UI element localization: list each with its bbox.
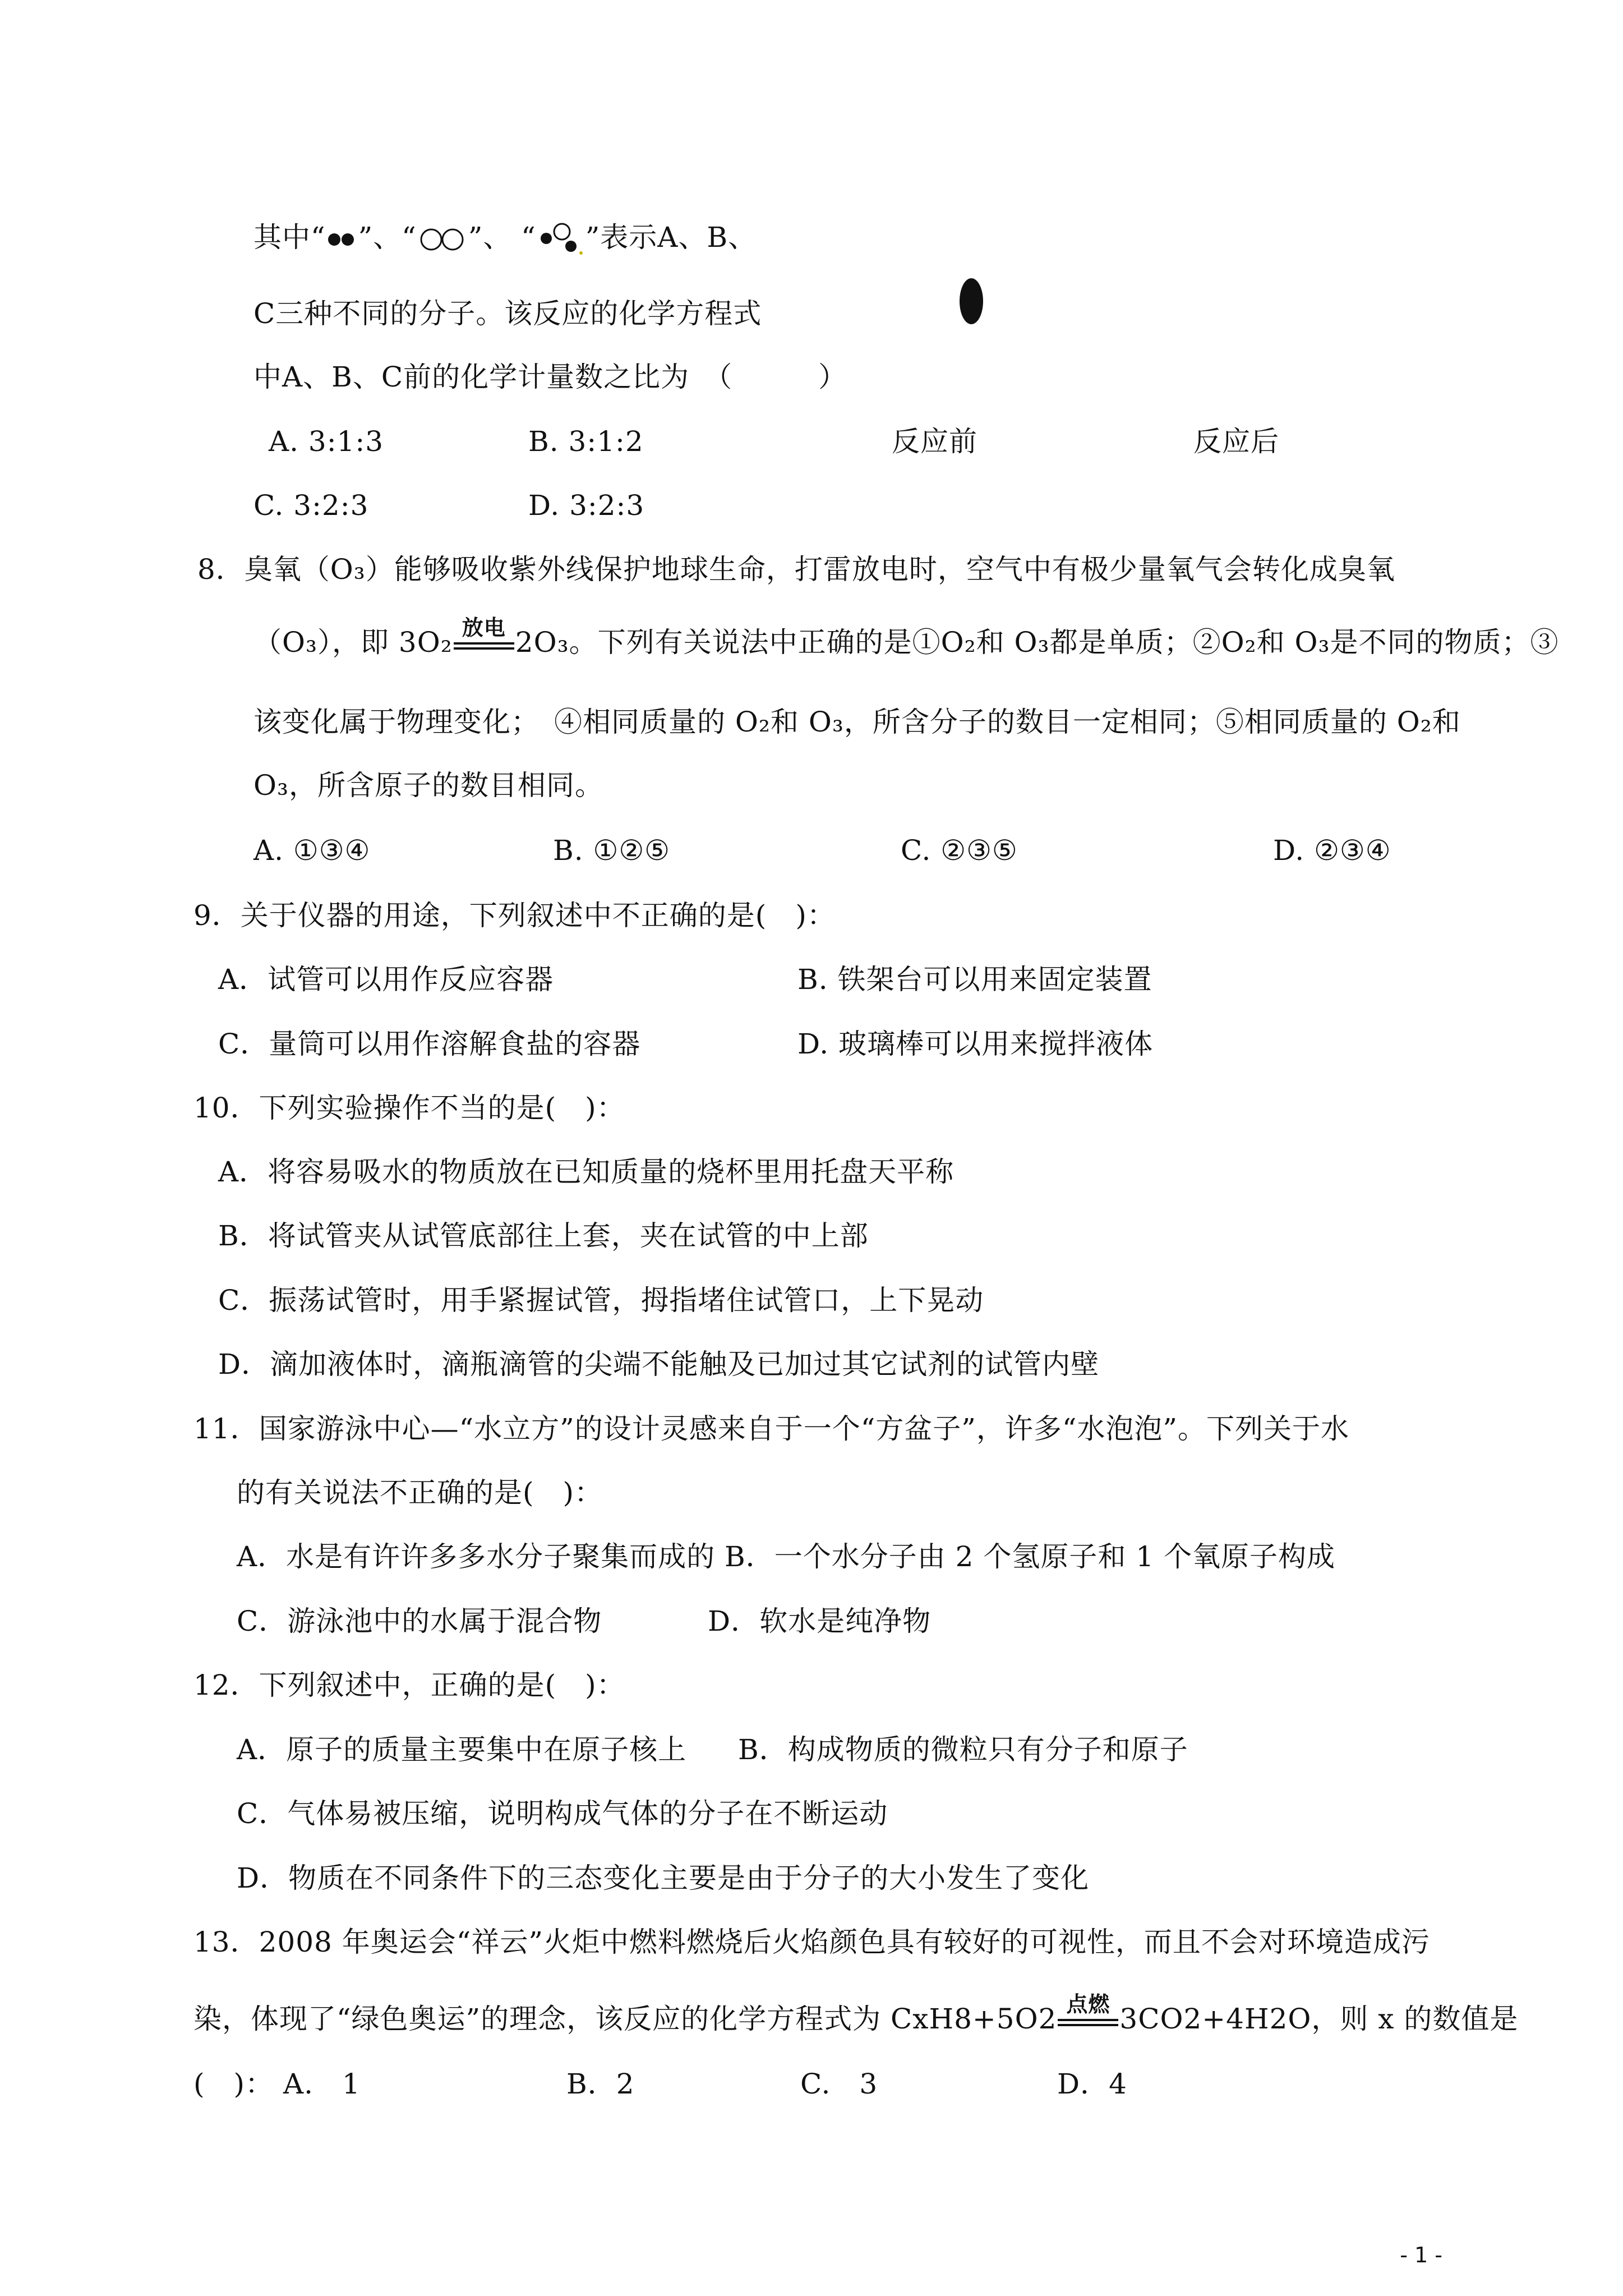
- q13-answer-blank: ( )：: [193, 2068, 274, 2100]
- q8-equation-left: （O₃），即 3O₂: [253, 626, 453, 659]
- q8-option-c: C. ②③⑤: [901, 834, 1018, 867]
- page-number: - 1 -: [1400, 2243, 1442, 2267]
- molecule-diagram-icon: [958, 277, 985, 325]
- q8-equation-right: 2O₃。下列有关说法中正确的是①O₂和 O₃都是单质；②O₂和 O₃是不同的物质；③: [515, 626, 1559, 659]
- q12-option-c: C．气体易被压缩，说明构成气体的分子在不断运动: [237, 1797, 888, 1830]
- q9-option-b: B. 铁架台可以用来固定装置: [797, 963, 1152, 996]
- q12-option-a: A．原子的质量主要集中在原子核上: [237, 1733, 687, 1766]
- q7-label-before: 反应前: [892, 425, 978, 458]
- q7-line-2: C三种不同的分子。该反应的化学方程式: [253, 297, 762, 330]
- q7-line1-suffix: ”表示A、B、: [585, 221, 757, 254]
- q8-option-b: B. ①②⑤: [553, 834, 671, 867]
- q7-line1-prefix: 其中“: [253, 221, 326, 254]
- q7-option-b: B. 3:1:2: [528, 425, 644, 458]
- reaction-condition: 点燃: [1066, 1992, 1110, 2017]
- q8-line-1: 8．臭氧（O₃）能够吸收紫外线保护地球生命，打雷放电时，空气中有极少量氧气会转化成臭氧: [197, 553, 1395, 586]
- molecule-c-icon: [536, 223, 585, 256]
- q7-line-1: [253, 219, 757, 256]
- q7-option-c: C. 3:2:3: [253, 489, 369, 522]
- q11-option-d: D．软水是纯净物: [708, 1605, 932, 1637]
- q8-line-3: 该变化属于物理变化； ④相同质量的 O₂和 O₃，所含分子的数目一定相同；⑤相同质量的 O₂和: [253, 706, 1461, 738]
- q10-option-c: C．振荡试管时，用手紧握试管，拇指堵住试管口，上下晃动: [218, 1284, 984, 1317]
- q13-line-1: 13．2008 年奥运会“祥云”火炬中燃料燃烧后火焰颜色具有较好的可视性，而且不会对环境造成污: [193, 1926, 1430, 1958]
- q10-option-a: A．将容易吸水的物质放在已知质量的烧杯里用托盘天平称: [218, 1156, 955, 1188]
- q7-label-after: 反应后: [1193, 425, 1279, 458]
- q13-option-d: D．4: [1057, 2068, 1127, 2100]
- q13-option-a: A. 1: [283, 2068, 361, 2100]
- q9-stem: 9．关于仪器的用途，下列叙述中不正确的是( )：: [193, 899, 836, 932]
- reaction-arrow: [1057, 1992, 1119, 2037]
- q8-option-a: A. ①③④: [253, 834, 371, 867]
- q11-stem-2: 的有关说法不正确的是( )：: [237, 1476, 603, 1509]
- q13-line-2: [193, 1992, 1519, 2037]
- q9-option-a: A．试管可以用作反应容器: [218, 963, 554, 996]
- q13-equation-left: 染，体现了“绿色奥运”的理念，该反应的化学方程式为 CxH8+5O2: [193, 2003, 1057, 2035]
- q7-sep2: ”、 “: [468, 221, 536, 254]
- q10-option-d: D．滴加液体时，滴瓶滴管的尖端不能触及已加过其它试剂的试管内壁: [218, 1348, 1100, 1381]
- q11-stem-1: 11．国家游泳中心—“水立方”的设计灵感来自于一个“方盆子”，许多“水泡泡”。下列关于水: [193, 1412, 1349, 1445]
- reaction-condition: 放电: [462, 615, 506, 640]
- q7-option-a: A. 3:1:3: [269, 425, 384, 458]
- q8-line-4: O₃，所含原子的数目相同。: [253, 769, 604, 802]
- q12-stem: 12．下列叙述中，正确的是( )：: [193, 1669, 625, 1701]
- q7-line-3: 中A、B、C前的化学计量数之比为 （ ）: [253, 361, 847, 393]
- q9-option-d: D. 玻璃棒可以用来搅拌液体: [797, 1028, 1154, 1060]
- q8-option-d: D. ②③④: [1273, 834, 1391, 867]
- q10-stem: 10．下列实验操作不当的是( )：: [193, 1092, 625, 1124]
- q12-option-b: B．构成物质的微粒只有分子和原子: [738, 1733, 1188, 1766]
- q11-options-ab: A．水是有许许多多水分子聚集而成的 B．一个水分子由 2 个氢原子和 1 个氧原子构成: [237, 1540, 1335, 1573]
- q12-option-d: D．物质在不同条件下的三态变化主要是由于分子的大小发生了变化: [237, 1862, 1090, 1894]
- reaction-arrow: [453, 615, 515, 660]
- q7-option-d: D. 3:2:3: [528, 489, 645, 522]
- q9-option-c: C．量筒可以用作溶解食盐的容器: [218, 1028, 641, 1060]
- q10-option-b: B．将试管夹从试管底部往上套，夹在试管的中上部: [218, 1220, 869, 1252]
- q7-sep1: ”、“: [358, 221, 417, 254]
- molecule-a-icon: [326, 231, 358, 248]
- q11-option-c: C．游泳池中的水属于混合物: [237, 1605, 602, 1637]
- molecule-b-icon: [417, 227, 468, 252]
- q13-equation-right: 3CO2+4H2O，则 x 的数值是: [1119, 2003, 1519, 2035]
- q8-line-2: [253, 615, 1559, 660]
- q13-option-c: C. 3: [800, 2068, 878, 2100]
- q13-option-b: B．2: [566, 2068, 635, 2100]
